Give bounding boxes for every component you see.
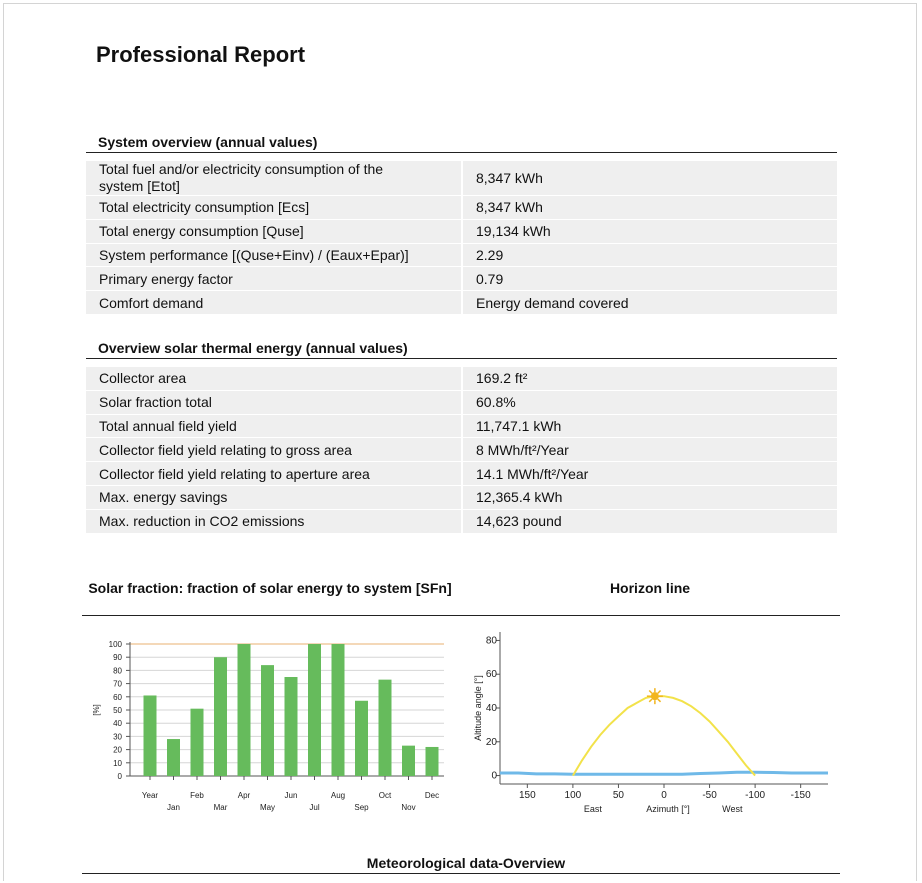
row-label: Collector field yield relating to aperture area [86,462,463,486]
sun-ray [649,691,652,694]
solar-overview-table [86,367,837,534]
bar [214,657,227,776]
x-axis-label: Azimuth [°] [646,804,690,814]
bar [426,747,439,776]
row-label: Max. reduction in CO2 emissions [86,510,463,534]
x-tick-label: Apr [237,791,251,800]
x-tick-label: 150 [518,790,536,801]
y-tick-label: 0 [117,772,122,781]
sun-ray [658,691,661,694]
row-label: Primary energy factor [86,267,463,291]
x-tick-label: Year [141,791,159,800]
section-rule [86,152,837,153]
table-row [86,161,837,196]
y-tick-label: 20 [113,745,122,755]
bar [238,644,251,776]
chart-rule [82,615,840,616]
x-tick-label: Jan [167,803,180,812]
x-tick-label: -100 [745,790,766,801]
x-tick-label: 100 [564,790,582,801]
y-tick-label: 60 [113,692,122,702]
x-tick-label: Sep [354,803,369,812]
table-row [86,391,837,415]
sun-ray [658,699,661,702]
y-tick-label: 70 [113,679,122,689]
row-value: 60.8% [463,391,837,415]
y-tick-label: 50 [113,706,122,715]
row-value: 8 MWh/ft²/Year [463,438,837,462]
y-axis-label: Altitude angle [°] [473,675,483,741]
bar [144,695,157,776]
row-value: 12,365.4 kWh [463,486,837,510]
row-value: 169.2 ft² [463,367,837,391]
row-value: 8,347 kWh [463,196,837,220]
row-label: Total fuel and/or electricity consumption of the system [Etot] [86,161,463,196]
row-label: Max. energy savings [86,486,463,510]
row-label: Solar fraction total [86,391,463,415]
y-tick-label: 30 [113,732,122,742]
x-tick-label: Dec [424,791,440,800]
system-overview-table [86,161,837,315]
x-tick-label: May [259,803,276,812]
y-tick-label: 40 [485,703,497,714]
x-tick-label: Mar [213,803,228,812]
table-row [86,291,837,315]
bar [167,739,180,776]
y-tick-label: 20 [485,736,497,748]
section-rule [86,358,837,359]
x-tick-label: -150 [790,790,811,801]
sun-ray [649,699,652,702]
bar [355,701,368,776]
solar-fraction-bar-chart [82,628,462,828]
solar-overview-heading: Overview solar thermal energy (annual values) [98,340,408,356]
row-value: 0.79 [463,267,837,291]
table-row [86,462,837,486]
x-tick-label: Feb [190,791,204,800]
table-row [86,267,837,291]
row-value: 14,623 pound [463,510,837,534]
row-value: 11,747.1 kWh [463,415,837,439]
report-title: Professional Report [96,42,306,67]
row-label: Total annual field yield [86,415,463,439]
direction-label: West [722,804,743,814]
x-tick-label: -50 [702,790,717,801]
table-row [86,220,837,244]
sun-path-line [573,696,755,775]
bar [191,709,204,776]
horizon-chart-title: Horizon line [609,580,691,596]
bar [379,680,392,776]
sun-icon [651,692,659,700]
y-tick-label: 10 [113,758,122,768]
y-tick-label: 80 [485,635,497,647]
row-label: Collector field yield relating to gross area [86,438,463,462]
bar [308,644,321,776]
y-tick-label: 60 [485,669,497,681]
table-row [86,196,837,220]
direction-label: East [583,804,602,814]
table-row [86,244,837,268]
solar-fraction-chart-title: Solar fraction: fraction of solar energy to system [SFn] [88,580,452,596]
table-row [86,367,837,391]
table-row [86,415,837,439]
horizon-line-chart [466,626,840,826]
bar [402,746,415,776]
y-axis-label: [%] [92,704,101,716]
system-overview-heading: System overview (annual values) [98,134,318,150]
y-tick-label: 80 [113,666,122,676]
row-label: Collector area [86,367,463,391]
bar [261,665,274,776]
row-label: System performance [(Quse+Einv) / (Eaux+Epar)] [86,244,463,268]
x-tick-label: Jun [284,791,298,800]
y-tick-label: 0 [491,770,497,782]
x-tick-label: Oct [378,791,392,800]
y-tick-label: 90 [113,653,122,663]
bar [285,677,298,776]
x-tick-label: Jul [309,803,320,812]
row-value: Energy demand covered [463,291,837,315]
row-value: 8,347 kWh [463,161,837,196]
x-tick-label: 0 [661,790,667,801]
row-value: 14.1 MWh/ft²/Year [463,462,837,486]
horizon-series-line [500,772,828,774]
meteo-heading: Meteorological data-Overview [366,855,566,871]
table-row [86,438,837,462]
bar [332,644,345,776]
row-value: 2.29 [463,244,837,268]
y-tick-label: 40 [113,719,122,729]
row-value: 19,134 kWh [463,220,837,244]
table-row [86,510,837,534]
row-label: Total electricity consumption [Ecs] [86,196,463,220]
y-tick-label: 100 [108,640,122,649]
table-row [86,486,837,510]
section-rule [82,873,840,874]
row-label: Comfort demand [86,291,463,315]
x-tick-label: 50 [612,790,625,801]
x-tick-label: Aug [330,791,346,800]
row-label: Total energy consumption [Quse] [86,220,463,244]
x-tick-label: Nov [401,803,416,812]
